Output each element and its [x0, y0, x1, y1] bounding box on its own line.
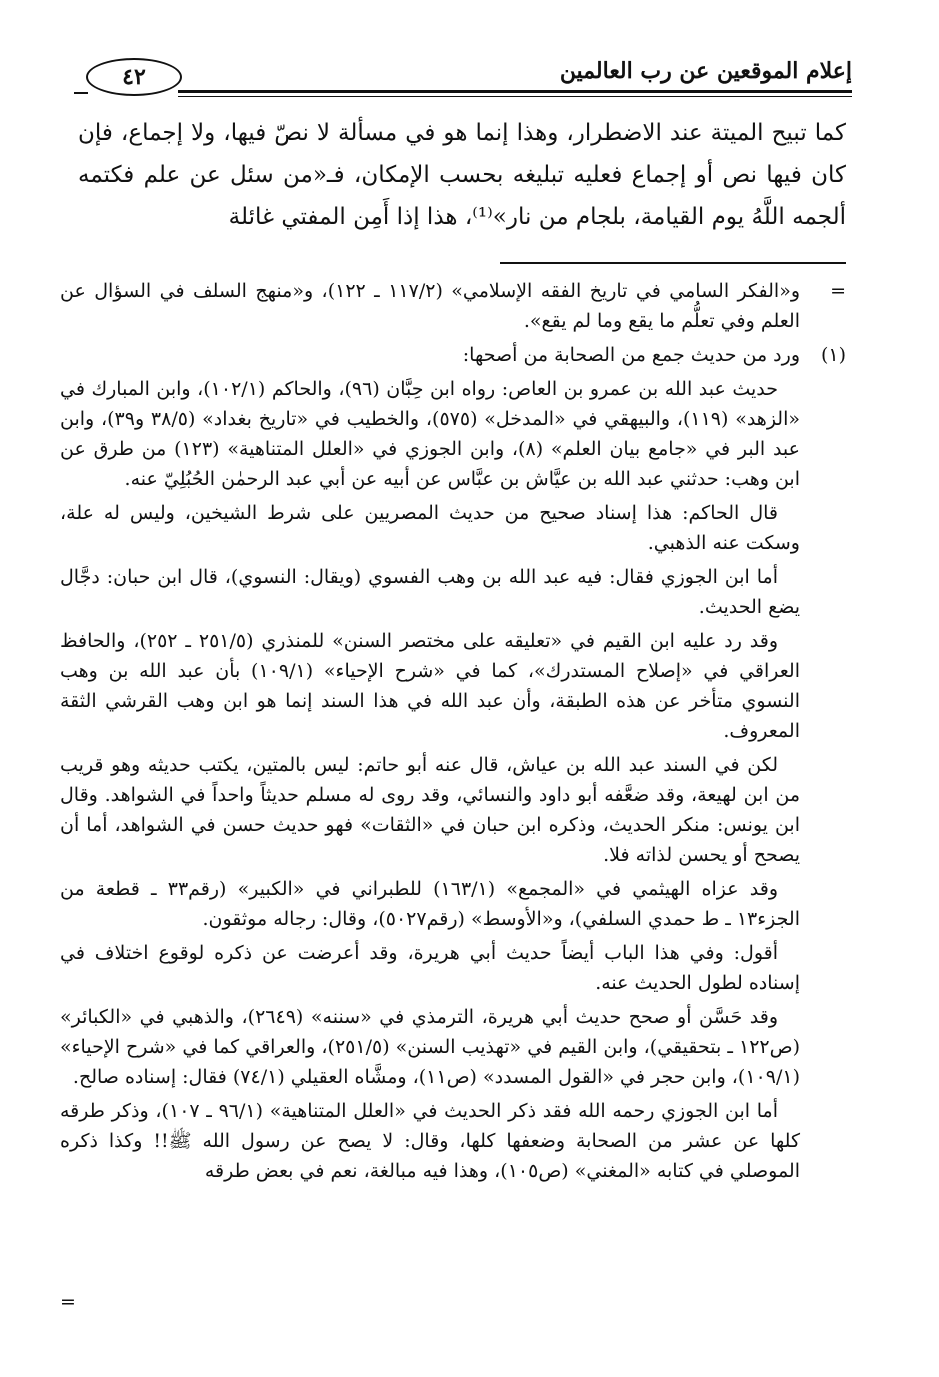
continued-mark: = — [830, 280, 846, 302]
footnote-paragraph: حديث عبد الله بن عمرو بن العاص: رواه ابن حِبَّان (٩٦)، والحاكم (١٠٢/١)، وابن المبارك في «الزهد» (١١٩)، والبيهقي في «المدخل» (٥٧٥)، والخطيب في «تاريخ بغداد» (٣٨/٥ و٣٩)، وابن عبد البر في «جامع بيان العلم» (٨)، وابن الجوزي في «العلل المتناهية» (١٢٣) من طرق عن ابن وهب: حدثني عبد الله بن عيَّاش بن عبَّاس عن أبيه عن أبي عبد الرحمٰن الحُبُلِيّ عنه. — [60, 378, 801, 490]
main-text — [78, 112, 846, 238]
continuation-mark: = — [60, 1291, 76, 1313]
running-title: إعلام الموقعين عن رب العالمين — [559, 58, 852, 84]
footnote-1 — [60, 340, 846, 374]
page-header — [78, 52, 852, 100]
footnote-paragraph: أما ابن الجوزي فقال: فيه عبد الله بن وهب الفسوي (ويقال: النسوي)، قال ابن حبان: دجَّال يضع الحديث. — [60, 566, 800, 618]
header-rule — [178, 90, 852, 97]
footnote-1-body — [60, 374, 846, 1190]
header-rule-end — [74, 92, 88, 94]
footnotes — [60, 276, 846, 1190]
page-number: ٤٢ — [86, 58, 182, 96]
footnote-paragraph: وقد عزاه الهيثمي في «المجمع» (١٦٣/١) للطبراني في «الكبير» (رقم٣٣ ـ قطعة من الجزء١٣ ـ ط حمدي السلفي)، و«الأوسط» (رقم٥٠٢٧)، وقال: رجاله موثقون. — [60, 878, 800, 930]
footnote-1-intro: ورد من حديث جمع من الصحابة من أصحها: — [462, 344, 800, 366]
footnote-paragraph: أما ابن الجوزي رحمه الله فقد ذكر الحديث في «العلل المتناهية» (٩٦/١ ـ ١٠٧)، وذكر طرقه كلها عن عشر من الصحابة وضعفها كلها، وقال: لا يصح عن رسول الله ﷺ!! وكذا ذكره الموصلي في كتابه «المغني» (ص١٠٥)، وهذا فيه مبالغة، نعم في بعض طرقه — [60, 1100, 800, 1182]
footnote-paragraph: وقد حَسَّن أو صحح حديث أبي هريرة، الترمذي في «سننه» (٢٦٤٩)، والذهبي في «الكبائر» (ص١٢٢ ـ بتحقيقي)، وابن القيم في «تهذيب السنن» (٢٥١/٥)، والعراقي كما في «شرح الإحياء» (١٠٩/١)، وابن حجر في «القول المسدد» (ص١١)، ومشَّاه العقيلي (٧٤/١) فقال: إسناده صالح. — [60, 1006, 800, 1088]
footnote-paragraph: قال الحاكم: هذا إسناد صحيح من حديث المصريين على شرط الشيخين، وليس له علة، وسكت عنه الذهبي. — [60, 502, 800, 554]
footnote-continued — [60, 276, 846, 340]
footnote-1-mark: (١) — [820, 344, 846, 366]
footnote-paragraph: أقول: وفي هذا الباب أيضاً حديث أبي هريرة، وقد أعرضت عن ذكره لوقوع اختلاف في إسناده لطول الحديث عنه. — [60, 942, 800, 994]
continued-text: و«الفكر السامي في تاريخ الفقه الإسلامي» (١١٧/٢ ـ ١٢٢)، و«منهج السلف في السؤال عن العلم وفي تعلُّم ما يقع وما لم يقع». — [60, 280, 800, 332]
footnote-paragraph: وقد رد عليه ابن القيم في «تعليقه على مختصر السنن» للمنذري (٢٥١/٥ ـ ٢٥٢)، والحافظ العراقي في «إصلاح المستدرك»، كما في «شرح الإحياء» (١٠٩/١) بأن عبد الله بن وهب النسوي متأخر عن هذه الطبقة، وأن عبد الله في هذا السند إنما هو ابن وهب القرشي الثقة المعروف. — [60, 630, 800, 742]
footnote-paragraph: لكن في السند عبد الله بن عياش، قال عنه أبو حاتم: ليس بالمتين، يكتب حديثه وهو قريب من ابن لهيعة، وقد ضعَّفه أبو داود والنسائي، وقد روى له مسلم حديثاً واحداً في الشواهد. وقال ابن يونس: منكر الحديث، وذكره ابن حبان في «الثقات» فهو حديث حسن في الشواهد، أما أن يصحح أو يحسن لذاته فلا. — [60, 754, 800, 866]
main-paragraph: كما تبيح الميتة عند الاضطرار، وهذا إنما هو في مسألة لا نصّ فيها، ولا إجماع، فإن كان فيها نص أو إجماع فعليه تبليغه بحسب الإمكان، فـ«من سئل عن علم فكتمه ألجمه اللَّهُ يوم القيامة، بلجام من نار»⁽¹⁾، هذا إذا أَمِن المفتي غائلة — [78, 120, 846, 230]
footnote-separator — [500, 262, 846, 264]
